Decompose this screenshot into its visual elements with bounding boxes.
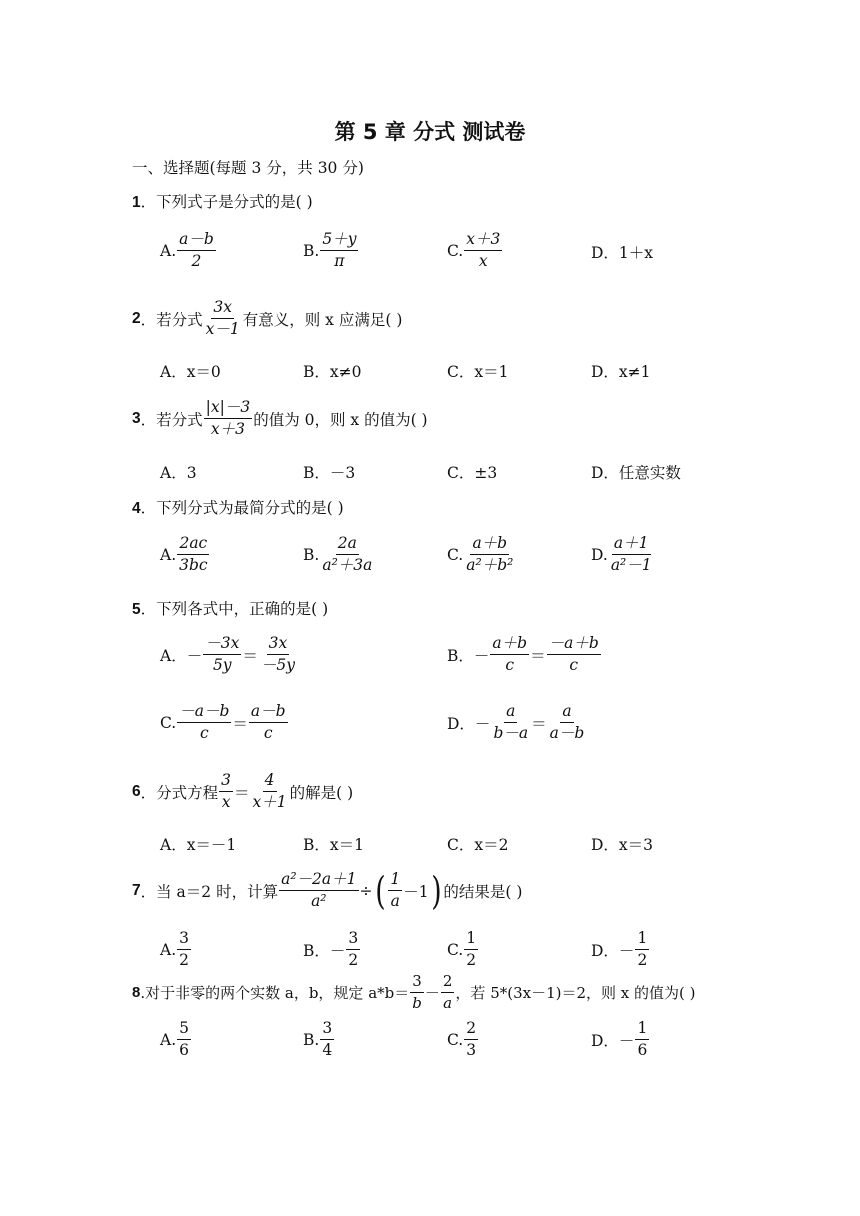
minus-one: －1 [403, 882, 429, 901]
section-heading: 一、选择题(每题 3 分，共 30 分) [132, 159, 364, 177]
page-title: 第 5 章 分式 测试卷 [334, 120, 526, 144]
numerator: 2 [464, 1019, 478, 1040]
denominator: a－b [549, 724, 585, 743]
q6-option-a[interactable]: A．x＝－1 [160, 836, 237, 854]
option-label: C. [447, 241, 464, 260]
numerator: 3 [177, 929, 191, 950]
denominator: 3 [466, 1041, 477, 1060]
option-label: B. [303, 241, 320, 260]
numerator: |x|－3 [204, 398, 253, 419]
denominator: 2 [179, 951, 189, 970]
q1-option-d[interactable] [591, 241, 653, 263]
numerator: a [560, 702, 573, 723]
q6-option-b[interactable]: B．x＝1 [303, 836, 364, 854]
option-label: D．－ [591, 941, 635, 960]
question-2 [132, 298, 402, 340]
denominator: b－a [493, 724, 529, 743]
q3-option-c[interactable]: C．±3 [447, 464, 498, 482]
option-label: C. [160, 713, 177, 732]
option-label: C. [447, 545, 464, 564]
equals-sign: ＝ [531, 714, 547, 733]
denominator: c [263, 724, 273, 743]
question-1 [132, 190, 313, 212]
fraction [219, 771, 233, 813]
q5-option-c[interactable] [160, 702, 289, 744]
denominator: a²＋3a [322, 556, 373, 575]
denominator: π [334, 252, 345, 271]
numerator: a－b [177, 230, 216, 251]
right-paren: ) [430, 868, 442, 913]
fraction [251, 771, 289, 813]
question-7 [132, 870, 522, 912]
q5-option-a[interactable] [160, 634, 298, 676]
numerator: a²－2a＋1 [279, 870, 358, 891]
fraction [490, 634, 529, 676]
denominator: 4 [322, 1041, 333, 1060]
q3-option-a[interactable]: A．3 [160, 464, 197, 482]
q3-option-d[interactable]: D．任意实数 [591, 464, 681, 482]
numerator: 4 [263, 771, 277, 792]
q7-option-b[interactable] [303, 929, 361, 971]
q2-option-c[interactable]: C．x＝1 [447, 363, 509, 381]
option-label: D．－ [447, 714, 491, 733]
numerator: a－b [249, 702, 288, 723]
question-stem-end: 的值为 0，则 x 的值为( ) [253, 410, 428, 429]
fraction [204, 398, 253, 440]
fraction [548, 702, 587, 744]
numerator: 3 [410, 972, 424, 993]
option-label: A. [160, 1030, 177, 1049]
q6-option-c[interactable]: C．x＝2 [447, 836, 509, 854]
numerator: a＋1 [612, 534, 651, 555]
denominator: x－1 [205, 320, 240, 339]
option-label: A. [160, 241, 177, 260]
question-4 [132, 496, 344, 518]
option-label: C. [447, 1030, 464, 1049]
question-number: 6 [132, 782, 141, 800]
fraction [609, 534, 654, 576]
numerator: －a－b [177, 702, 231, 723]
fraction [464, 534, 515, 576]
fraction [410, 972, 424, 1013]
q2-option-d[interactable]: D．x≠1 [591, 363, 651, 381]
q4-option-a[interactable] [160, 534, 211, 576]
fraction [464, 929, 478, 971]
fraction [259, 634, 297, 676]
equals-sign: ＝ [242, 646, 258, 665]
denominator: 2 [191, 252, 202, 271]
denominator: 6 [179, 1041, 189, 1060]
question-number: 4 [132, 500, 141, 517]
option-label: D．1＋x [591, 244, 654, 262]
numerator: 3 [320, 1019, 334, 1040]
denominator: 2 [466, 951, 477, 970]
option-label: D. [591, 545, 608, 564]
q1-option-a[interactable] [160, 230, 217, 272]
option-label: C. [447, 940, 464, 959]
question-number: 5 [132, 601, 141, 618]
fraction [320, 1019, 334, 1061]
denominator: x＋1 [252, 793, 287, 812]
q7-option-a[interactable] [160, 929, 192, 971]
fraction [346, 929, 360, 971]
denominator: a²－1 [610, 556, 652, 575]
q8-option-c[interactable] [447, 1019, 479, 1061]
q5-option-d[interactable] [447, 702, 587, 744]
q2-option-b[interactable]: B．x≠0 [303, 363, 362, 381]
equals-sign: ＝ [234, 783, 250, 802]
fraction [464, 230, 502, 272]
numerator: －a＋b [547, 634, 601, 655]
fraction [203, 634, 241, 676]
option-label: A．－ [160, 646, 203, 665]
fraction [204, 298, 242, 340]
fraction [635, 1019, 649, 1061]
numerator: 3 [346, 929, 360, 950]
numerator: 1 [635, 1019, 649, 1040]
question-stem: ．当 a＝2 时，计算 [140, 882, 279, 901]
denominator: 5y [212, 656, 232, 675]
denominator: 6 [637, 1041, 648, 1060]
equals-sign: ＝ [530, 646, 546, 665]
option-label: B. [303, 1030, 320, 1049]
q4-option-b[interactable] [303, 534, 375, 576]
question-stem: ．下列各式中，正确的是( ) [140, 600, 329, 618]
question-number: 1 [132, 194, 141, 211]
left-paren: ( [374, 868, 386, 913]
option-label: B．－ [447, 646, 490, 665]
fraction [177, 1019, 191, 1061]
denominator: a² [311, 892, 327, 911]
fraction [177, 534, 209, 576]
numerator: 3x [211, 298, 234, 319]
fraction [388, 870, 402, 912]
denominator: x＋3 [210, 420, 245, 439]
question-number: 7 [132, 881, 141, 899]
numerator: a [504, 702, 517, 723]
question-stem-end: 的结果是( ) [443, 882, 523, 901]
question-3 [132, 398, 428, 440]
numerator: a＋b [470, 534, 509, 555]
numerator: －3x [203, 634, 241, 655]
fraction [320, 230, 358, 272]
question-6 [132, 771, 353, 813]
denominator: b [412, 993, 422, 1012]
fraction [177, 702, 231, 744]
q1-option-b[interactable] [303, 230, 359, 272]
fraction [547, 634, 601, 676]
denominator: 2 [348, 951, 359, 970]
option-label: A. [160, 940, 177, 959]
fraction [635, 929, 649, 971]
fraction [279, 870, 358, 912]
numerator: 2ac [177, 534, 209, 555]
question-stem: ．下列式子是分式的是( ) [140, 193, 313, 211]
question-stem-end: 有意义，则 x 应满足( ) [242, 310, 403, 329]
fraction [491, 702, 530, 744]
question-stem-end: 的解是( ) [289, 783, 354, 802]
fraction [177, 230, 216, 272]
denominator: 3bc [179, 556, 208, 575]
denominator: 2 [637, 951, 648, 970]
denominator: c [199, 724, 209, 743]
question-number: 8 [132, 983, 141, 1001]
numerator: x＋3 [464, 230, 502, 251]
q6-option-d[interactable]: D．x＝3 [591, 836, 654, 854]
numerator: 5 [177, 1019, 191, 1040]
question-stem: ．若分式 [140, 310, 203, 329]
denominator: a [443, 993, 453, 1012]
q7-option-d[interactable] [591, 929, 650, 971]
denominator: a²＋b² [466, 556, 514, 575]
q8-option-a[interactable] [160, 1019, 192, 1061]
divide-sign: ÷ [359, 881, 373, 900]
q2-option-a[interactable]: A．x＝0 [160, 363, 221, 381]
fraction [177, 929, 191, 971]
numerator: 2a [336, 534, 359, 555]
fraction [464, 1019, 478, 1061]
question-8 [132, 972, 696, 1013]
numerator: 5＋y [320, 230, 358, 251]
q5-option-b[interactable] [447, 634, 602, 676]
q4-option-c[interactable] [447, 534, 516, 576]
option-label: D．－ [591, 1031, 635, 1050]
fraction [441, 972, 455, 1013]
numerator: 3 [219, 771, 233, 792]
denominator: x [221, 793, 231, 812]
numerator: 3x [267, 634, 290, 655]
question-stem: ．若分式 [140, 410, 203, 429]
question-stem-end: ，若 5*(3x－1)＝2，则 x 的值为( ) [455, 983, 696, 1002]
question-stem: ．分式方程 [140, 783, 219, 802]
denominator: －5y [260, 656, 295, 675]
numerator: 1 [464, 929, 478, 950]
option-label: A. [160, 545, 177, 564]
equals-sign: ＝ [232, 714, 248, 733]
option-label: B. [303, 545, 320, 564]
question-5 [132, 597, 328, 619]
denominator: c [505, 656, 515, 675]
fraction [320, 534, 374, 576]
q8-option-d[interactable] [591, 1019, 650, 1061]
numerator: a＋b [490, 634, 529, 655]
fraction [249, 702, 288, 744]
option-label: B．－ [303, 941, 346, 960]
minus-sign: － [424, 983, 440, 1002]
q3-option-b[interactable]: B．－3 [303, 464, 356, 482]
q4-option-d[interactable] [591, 534, 655, 576]
numerator: 1 [388, 870, 402, 891]
question-number: 3 [132, 409, 141, 427]
denominator: c [569, 656, 578, 675]
question-number: 2 [132, 309, 141, 327]
numerator: 2 [441, 972, 455, 993]
q8-option-b[interactable] [303, 1019, 335, 1061]
q7-option-c[interactable] [447, 929, 479, 971]
q1-option-c[interactable] [447, 230, 503, 272]
denominator: x [478, 252, 488, 271]
question-stem: .对于非零的两个实数 a，b，规定 a*b＝ [140, 983, 410, 1002]
question-stem: ．下列分式为最简分式的是( ) [140, 499, 344, 517]
denominator: a [390, 892, 400, 911]
numerator: 1 [635, 929, 649, 950]
